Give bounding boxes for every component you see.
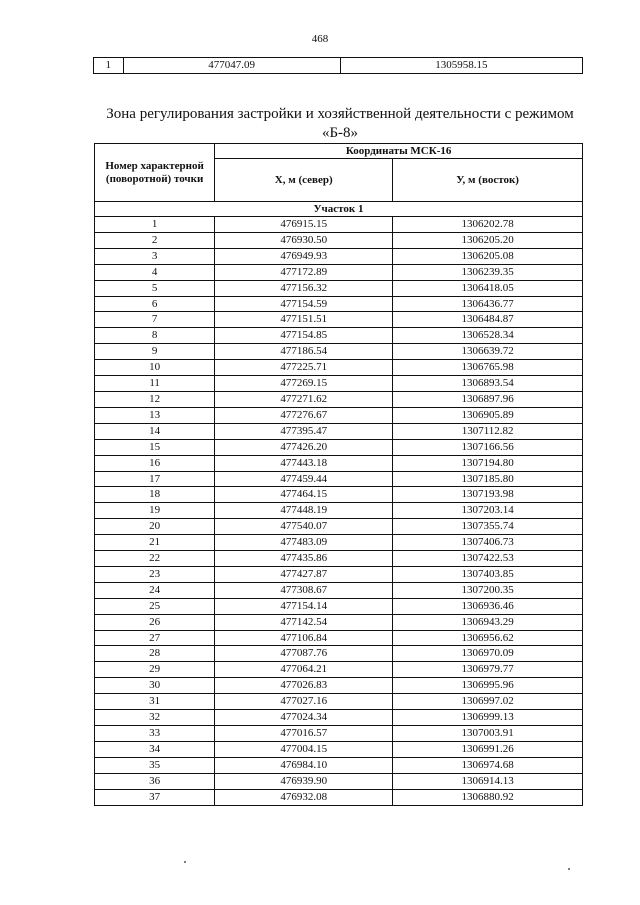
scan-speck [568, 868, 570, 870]
y-coordinate-cell: 1306639.72 [393, 344, 583, 360]
x-coordinate-cell: 477443.18 [215, 455, 393, 471]
y-coordinate-cell: 1306484.87 [393, 312, 583, 328]
point-number-cell: 28 [95, 646, 215, 662]
table-row [95, 789, 583, 805]
coordinates-table [94, 143, 583, 806]
table-row [95, 630, 583, 646]
y-coordinate-cell: 1306936.46 [393, 598, 583, 614]
x-coordinate-cell: 477156.32 [215, 280, 393, 296]
x-coordinate-cell: 477426.20 [215, 439, 393, 455]
y-coordinate-cell: 1306970.09 [393, 646, 583, 662]
table-row [95, 566, 583, 582]
x-coordinate-cell: 477024.34 [215, 710, 393, 726]
scan-speck [184, 861, 186, 863]
y-coordinate-cell: 1306974.68 [393, 757, 583, 773]
x-coordinate-cell: 477186.54 [215, 344, 393, 360]
x-coordinate-cell: 476932.08 [215, 789, 393, 805]
point-number-cell: 14 [95, 423, 215, 439]
point-number-cell: 13 [95, 407, 215, 423]
x-coordinate-cell: 477004.15 [215, 741, 393, 757]
y-coordinate-cell: 1307003.91 [393, 726, 583, 742]
point-number-cell: 26 [95, 614, 215, 630]
point-number-cell: 31 [95, 694, 215, 710]
table-row [95, 598, 583, 614]
y-coordinate-cell: 1307112.82 [393, 423, 583, 439]
table-row [95, 455, 583, 471]
table-row [95, 694, 583, 710]
x-coordinate-cell: 477154.59 [215, 296, 393, 312]
y-coordinate-cell: 1306436.77 [393, 296, 583, 312]
y-coordinate-cell: 1307406.73 [393, 535, 583, 551]
point-number-cell: 29 [95, 662, 215, 678]
x-coordinate-cell: 477047.09 [123, 58, 340, 74]
table-row [95, 757, 583, 773]
table-row [95, 280, 583, 296]
table-row [95, 328, 583, 344]
point-number-cell: 30 [95, 678, 215, 694]
y-coordinate-cell: 1306995.96 [393, 678, 583, 694]
table-row [95, 376, 583, 392]
point-number-cell: 7 [95, 312, 215, 328]
x-coordinate-cell: 477308.67 [215, 582, 393, 598]
point-number-cell: 16 [95, 455, 215, 471]
y-coordinate-cell: 1306893.54 [393, 376, 583, 392]
y-coordinate-cell: 1305958.15 [340, 58, 582, 74]
y-coordinate-cell: 1306202.78 [393, 217, 583, 233]
y-coordinate-cell: 1306943.29 [393, 614, 583, 630]
point-number-cell: 5 [95, 280, 215, 296]
table-row [95, 710, 583, 726]
y-coordinate-cell: 1306905.89 [393, 407, 583, 423]
point-number-cell: 17 [95, 471, 215, 487]
table-row [95, 726, 583, 742]
table-row [95, 391, 583, 407]
header-y: У, м (восток) [393, 159, 583, 202]
x-coordinate-cell: 477016.57 [215, 726, 393, 742]
x-coordinate-cell: 476939.90 [215, 773, 393, 789]
y-coordinate-cell: 1306997.02 [393, 694, 583, 710]
table-row [95, 582, 583, 598]
table-row [95, 773, 583, 789]
y-coordinate-cell: 1306528.34 [393, 328, 583, 344]
point-number-cell: 37 [95, 789, 215, 805]
table-row [95, 519, 583, 535]
section-heading: Участок 1 [95, 202, 583, 217]
x-coordinate-cell: 477225.71 [215, 360, 393, 376]
y-coordinate-cell: 1307193.98 [393, 487, 583, 503]
header-coordinates: Координаты МСК-16 [215, 144, 583, 159]
x-coordinate-cell: 477154.14 [215, 598, 393, 614]
x-coordinate-cell: 477540.07 [215, 519, 393, 535]
point-number-cell: 8 [95, 328, 215, 344]
x-coordinate-cell: 477435.86 [215, 551, 393, 567]
y-coordinate-cell: 1307200.35 [393, 582, 583, 598]
x-coordinate-cell: 477271.62 [215, 391, 393, 407]
y-coordinate-cell: 1306765.98 [393, 360, 583, 376]
x-coordinate-cell: 477483.09 [215, 535, 393, 551]
table-row [95, 248, 583, 264]
table-row [95, 614, 583, 630]
y-coordinate-cell: 1306418.05 [393, 280, 583, 296]
x-coordinate-cell: 476930.50 [215, 232, 393, 248]
table-row [95, 296, 583, 312]
point-number-cell: 23 [95, 566, 215, 582]
y-coordinate-cell: 1307355.74 [393, 519, 583, 535]
point-number-cell: 1 [95, 217, 215, 233]
table-row [95, 487, 583, 503]
point-number-cell: 35 [95, 757, 215, 773]
x-coordinate-cell: 477151.51 [215, 312, 393, 328]
x-coordinate-cell: 477106.84 [215, 630, 393, 646]
table-row [95, 232, 583, 248]
point-number-cell: 34 [95, 741, 215, 757]
table-row [95, 217, 583, 233]
y-coordinate-cell: 1307203.14 [393, 503, 583, 519]
y-coordinate-cell: 1306914.13 [393, 773, 583, 789]
point-number-cell: 33 [95, 726, 215, 742]
point-number-cell: 9 [95, 344, 215, 360]
point-number-cell: 15 [95, 439, 215, 455]
point-number-cell: 2 [95, 232, 215, 248]
table-row [95, 551, 583, 567]
point-number-cell: 12 [95, 391, 215, 407]
x-coordinate-cell: 477448.19 [215, 503, 393, 519]
point-number-cell: 27 [95, 630, 215, 646]
table-row [95, 741, 583, 757]
y-coordinate-cell: 1306999.13 [393, 710, 583, 726]
y-coordinate-cell: 1306956.62 [393, 630, 583, 646]
table-row [95, 646, 583, 662]
table-row [95, 423, 583, 439]
table-row [95, 439, 583, 455]
y-coordinate-cell: 1307185.80 [393, 471, 583, 487]
y-coordinate-cell: 1307166.56 [393, 439, 583, 455]
point-number-cell: 3 [95, 248, 215, 264]
table-row [95, 471, 583, 487]
y-coordinate-cell: 1306979.77 [393, 662, 583, 678]
y-coordinate-cell: 1306880.92 [393, 789, 583, 805]
point-number-cell: 21 [95, 535, 215, 551]
table-row [95, 407, 583, 423]
x-coordinate-cell: 477142.54 [215, 614, 393, 630]
x-coordinate-cell: 477154.85 [215, 328, 393, 344]
table-row [95, 678, 583, 694]
header-point-number: Номер характерной (поворотной) точки [95, 144, 215, 202]
x-coordinate-cell: 477459.44 [215, 471, 393, 487]
y-coordinate-cell: 1307194.80 [393, 455, 583, 471]
zone-title: Зона регулирования застройки и хозяйственной деятельности с режимом «Б-8» [106, 106, 574, 141]
table-row [95, 662, 583, 678]
x-coordinate-cell: 476915.15 [215, 217, 393, 233]
point-number-cell: 36 [95, 773, 215, 789]
table-row [95, 264, 583, 280]
x-coordinate-cell: 477276.67 [215, 407, 393, 423]
table-row [95, 344, 583, 360]
point-number-cell: 19 [95, 503, 215, 519]
x-coordinate-cell: 477269.15 [215, 376, 393, 392]
x-coordinate-cell: 477395.47 [215, 423, 393, 439]
x-coordinate-cell: 477464.15 [215, 487, 393, 503]
point-number-cell: 10 [95, 360, 215, 376]
point-number-cell: 22 [95, 551, 215, 567]
table-row [95, 312, 583, 328]
point-number-cell: 1 [94, 58, 124, 74]
x-coordinate-cell: 477427.87 [215, 566, 393, 582]
point-number-cell: 4 [95, 264, 215, 280]
point-number-cell: 20 [95, 519, 215, 535]
header-x: Х, м (север) [215, 159, 393, 202]
point-number-cell: 25 [95, 598, 215, 614]
y-coordinate-cell: 1306239.35 [393, 264, 583, 280]
point-number-cell: 11 [95, 376, 215, 392]
x-coordinate-cell: 477027.16 [215, 694, 393, 710]
y-coordinate-cell: 1307403.85 [393, 566, 583, 582]
x-coordinate-cell: 476984.10 [215, 757, 393, 773]
x-coordinate-cell: 477172.89 [215, 264, 393, 280]
y-coordinate-cell: 1306205.08 [393, 248, 583, 264]
y-coordinate-cell: 1306205.20 [393, 232, 583, 248]
table-row [95, 503, 583, 519]
table-row [95, 535, 583, 551]
page-number: 468 [311, 33, 329, 45]
x-coordinate-cell: 477064.21 [215, 662, 393, 678]
point-number-cell: 6 [95, 296, 215, 312]
point-number-cell: 18 [95, 487, 215, 503]
point-number-cell: 24 [95, 582, 215, 598]
y-coordinate-cell: 1306897.96 [393, 391, 583, 407]
y-coordinate-cell: 1307422.53 [393, 551, 583, 567]
x-coordinate-cell: 476949.93 [215, 248, 393, 264]
table-row [94, 58, 583, 74]
table-row [95, 360, 583, 376]
y-coordinate-cell: 1306991.26 [393, 741, 583, 757]
x-coordinate-cell: 477087.76 [215, 646, 393, 662]
previous-table-continuation [93, 57, 583, 74]
point-number-cell: 32 [95, 710, 215, 726]
x-coordinate-cell: 477026.83 [215, 678, 393, 694]
